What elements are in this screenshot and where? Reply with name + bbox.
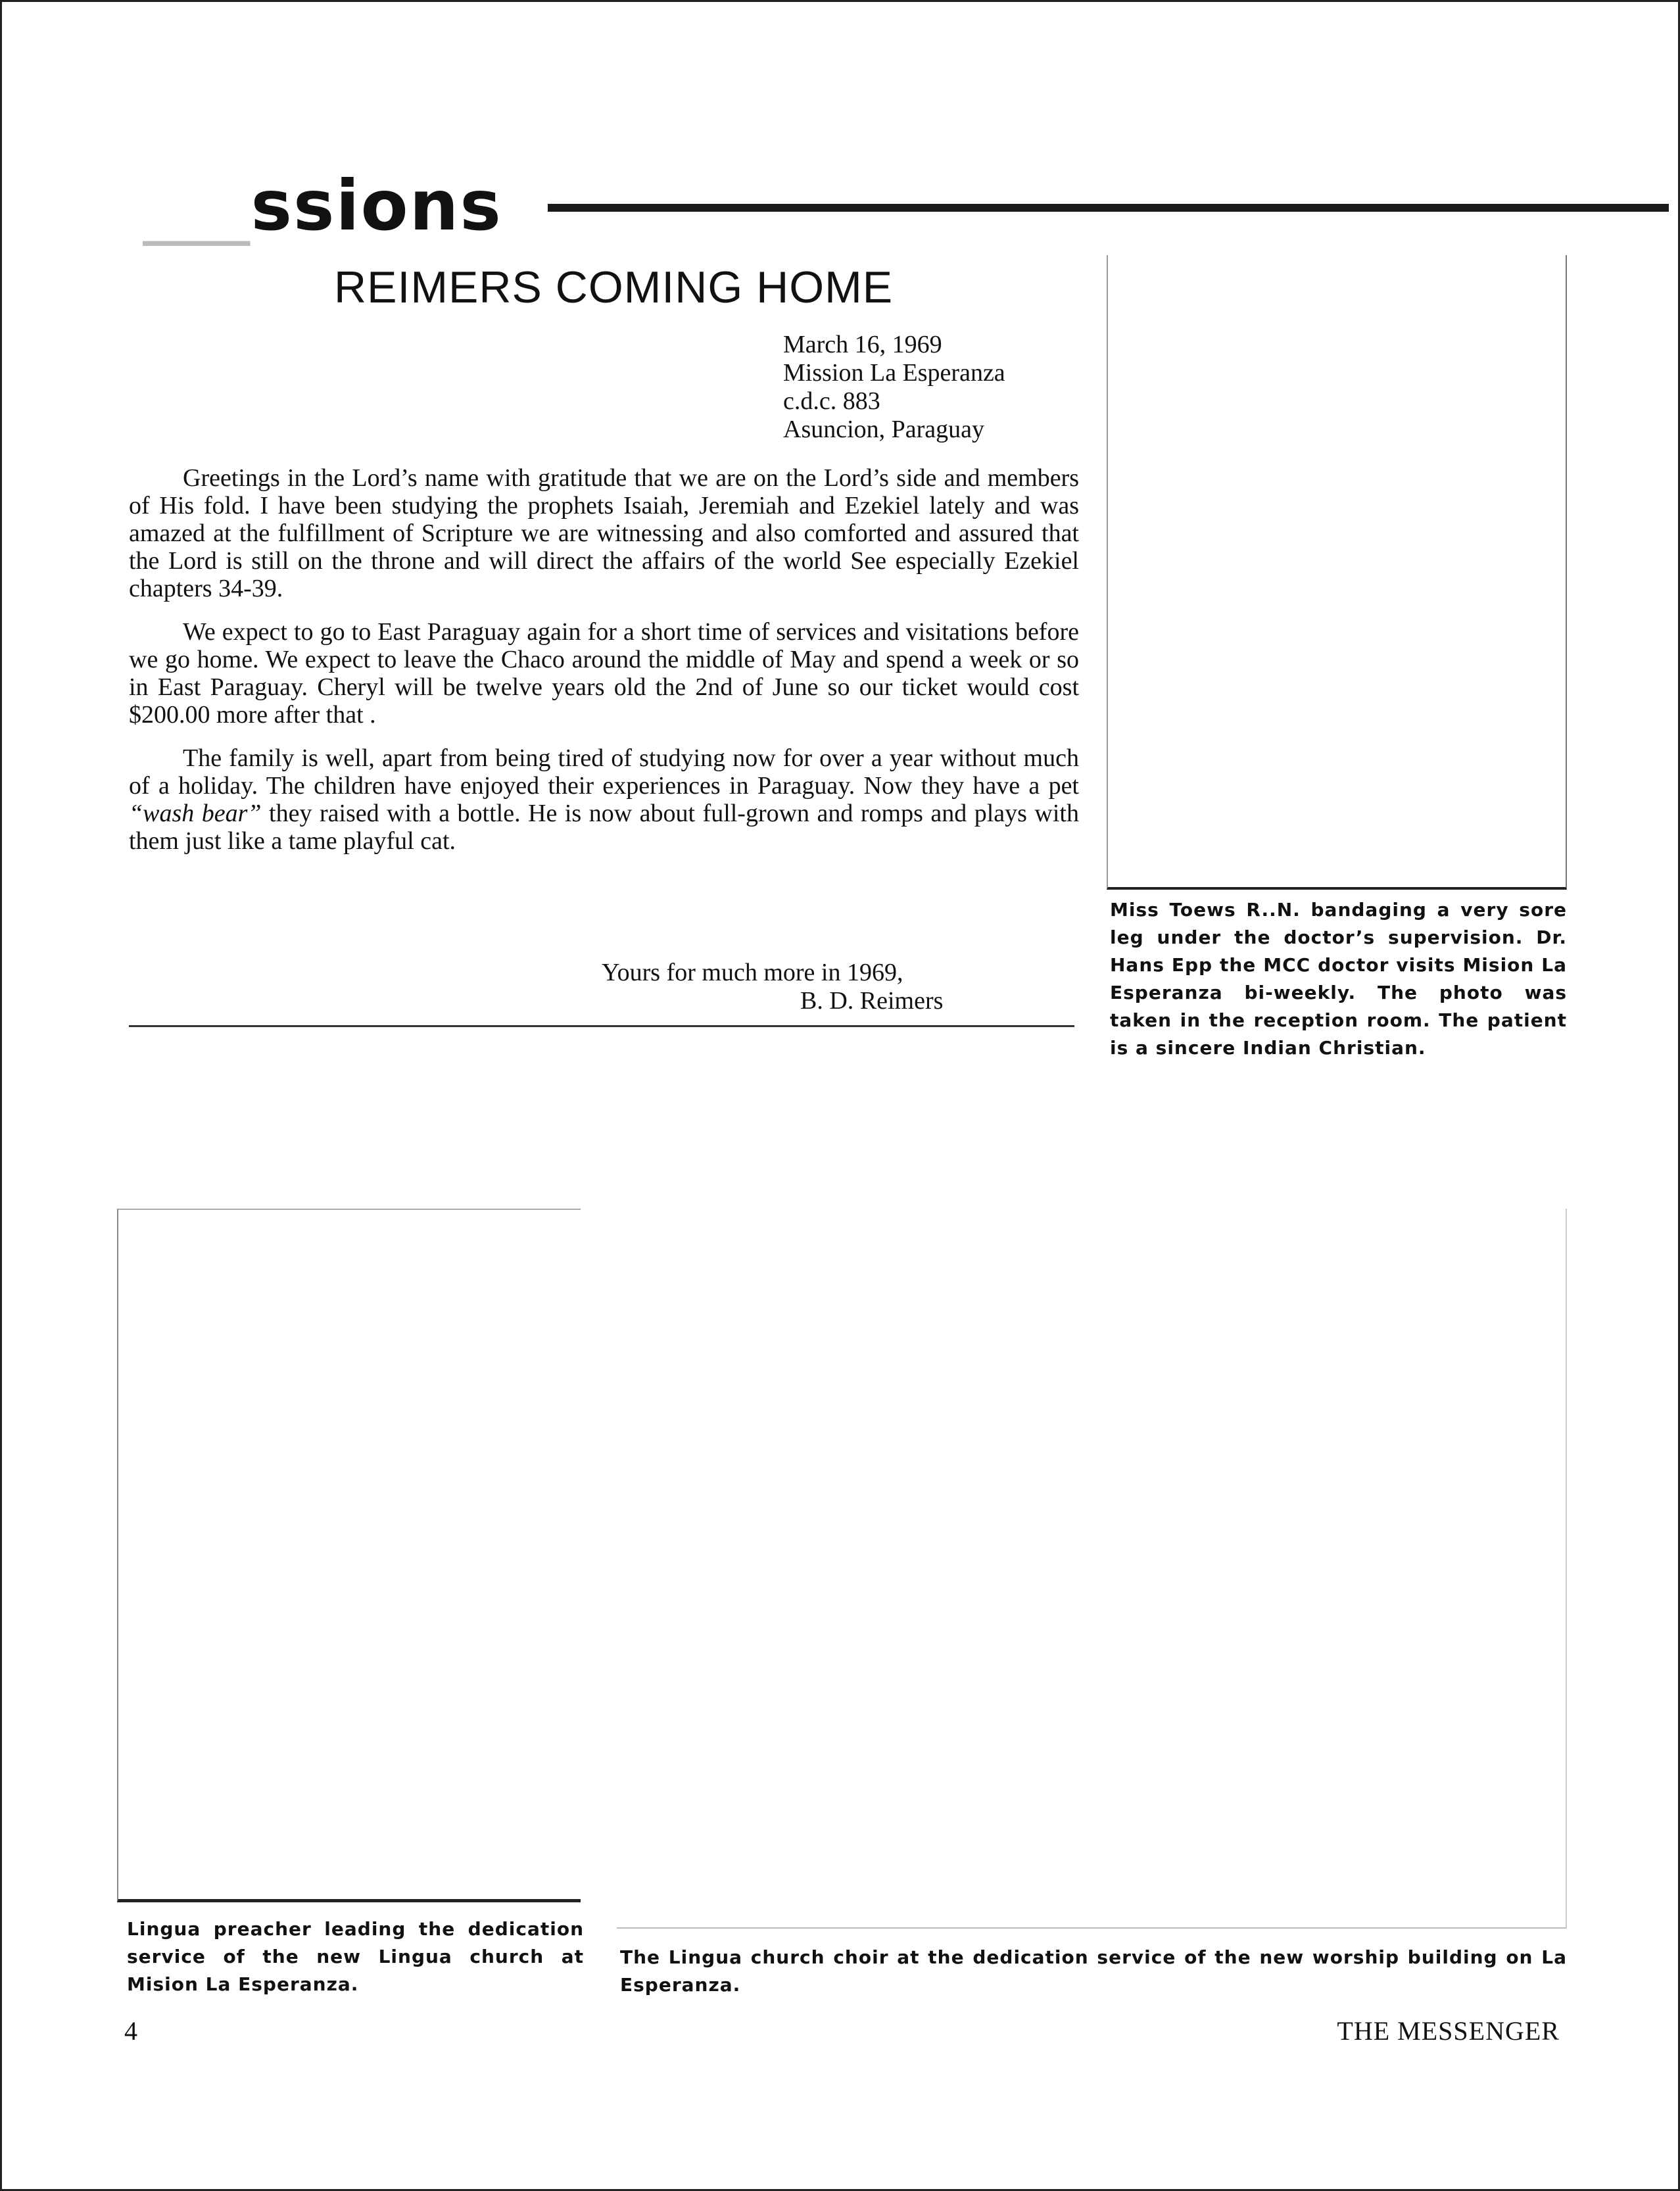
section-header: [143, 166, 1527, 246]
letter-body: [129, 464, 1079, 871]
letter-paragraph: Greetings in the Lord’s name with gratitude that we are on the Lord’s side and members of His fold. I have been studying the prophets Isaiah, Jeremiah and Ezekiel lately and was amazed at the fulfillment of Scripture we are witnessing and also comforted and assured that the Lord is still on the throne and will direct the affairs of the world See especially Ezekiel chapters 34-39.: [129, 464, 1079, 602]
article-title: REIMERS COMING HOME: [334, 262, 894, 312]
closing-line: Yours for much more in 1969,: [602, 959, 903, 986]
address-line: March 16, 1969: [783, 331, 942, 358]
photo-lingua-preacher: [117, 1209, 581, 1902]
letter-closing: [602, 959, 943, 1015]
caption-preacher-photo: Lingua preacher leading the dedication service of the new Lingua church at Mision La Esperanza.: [127, 1918, 584, 1995]
paragraph-emphasis: “wash bear”: [129, 800, 262, 827]
article-divider: [129, 1025, 1074, 1027]
paragraph-text: The family is well, apart from being tired of studying now for over a year without much of a holiday. The children have enjoyed their experiences in Paraguay. Now they have a pet: [129, 744, 1079, 800]
section-rule: [548, 204, 1669, 212]
letter-address: [783, 331, 1005, 444]
paragraph-text: they raised with a bottle. He is now about full-grown and romps and plays with them just like a tame playful cat.: [129, 800, 1079, 855]
signature: B. D. Reimers: [800, 987, 944, 1015]
address-line: c.d.c. 883: [783, 387, 880, 415]
page-number: 4: [124, 2016, 137, 2046]
photo-church-choir: [617, 1209, 1567, 1929]
magazine-name: THE MESSENGER: [1337, 2016, 1560, 2046]
caption-choir-photo: The Lingua church choir at the dedication service of the new worship building on La Esperanza.: [620, 1946, 1567, 1996]
section-heading-text: ssions: [251, 166, 502, 246]
section-heading-faded: ___: [143, 166, 251, 246]
address-line: Mission La Esperanza: [783, 359, 1005, 387]
caption-nurse-photo: Miss Toews R..N. bandaging a very sore leg under the doctor’s supervision. Dr. Hans Epp the MCC doctor visits Mision La Esperanza bi-weekly. The photo was taken in the reception room. The patient is a sincere Indian Christian.: [1110, 899, 1567, 1059]
photo-nurse-bandaging: [1107, 255, 1567, 890]
letter-paragraph: We expect to go to East Paraguay again for a short time of services and visitations before we go home. We expect to leave the Chaco around the middle of May and spend a week or so in East Paraguay. Cheryl will be twelve years old the 2nd of June so our ticket would cost $200.00 more after that .: [129, 618, 1079, 729]
section-heading: [143, 166, 502, 246]
letter-paragraph: [129, 744, 1079, 855]
address-line: Asuncion, Paraguay: [783, 416, 985, 443]
